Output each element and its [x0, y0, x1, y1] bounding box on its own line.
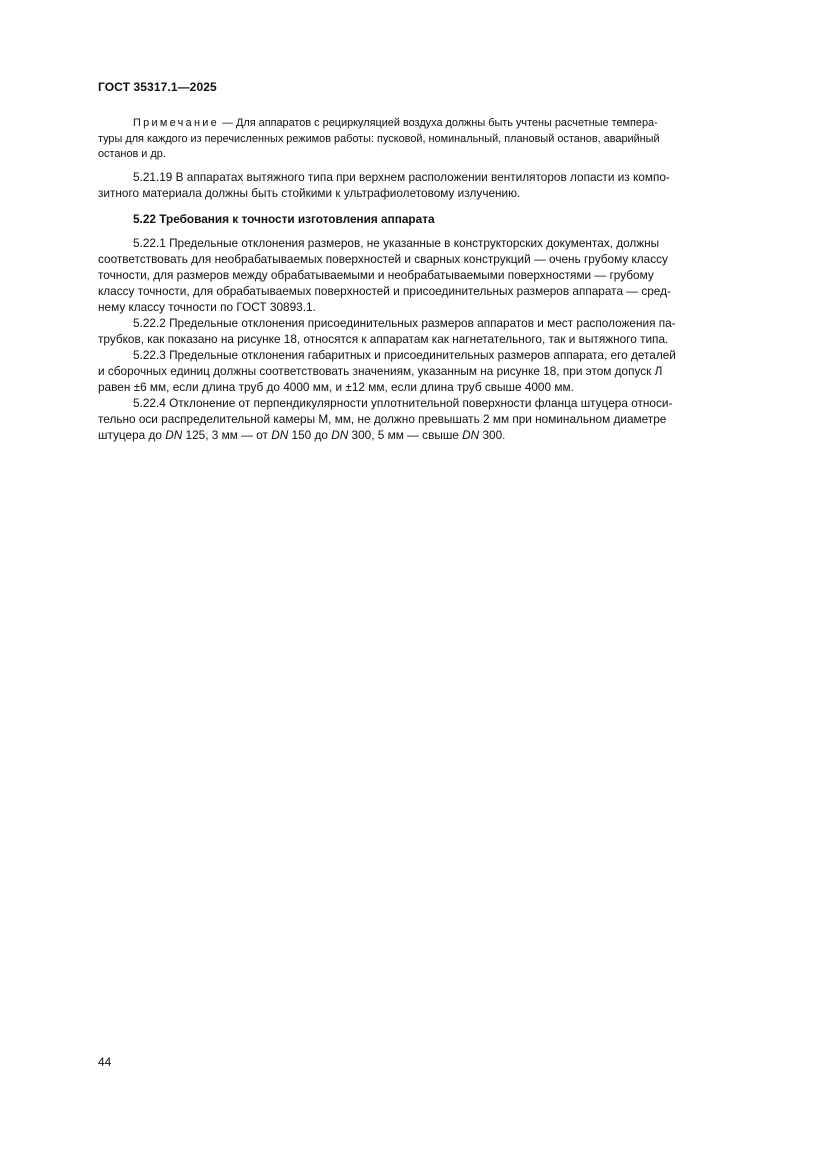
note-text: Для аппаратов с рециркуляцией воздуха должны быть учтены расчетные темпера- туры для каждого из перечисленных режимов работы: пусковой, номинальный, плановый останов, аварийный останов и др. — [98, 117, 660, 160]
dn-label: DN — [271, 427, 289, 442]
p4-text-1: 5.22.4 Отклонение от перпендикулярности уплотнительной поверхности фланца штуцера относи- тельно оси распределительной камеры М, мм, не должно превышать 2 мм при номинальном диаметре штуцера до — [98, 395, 673, 442]
section-title-5-22: 5.22 Требования к точности изготовления аппарата — [133, 211, 435, 226]
p4-text-2: 125, 3 мм — от — [182, 427, 272, 442]
paragraph-5-21-19: 5.21.19 В аппаратах вытяжного типа при верхнем расположении вентиляторов лопасти из компо- зитного материала должны быть стойкими к ультрафиолетовому излучению. — [98, 169, 670, 200]
p4-text-3: 150 до — [288, 427, 332, 442]
paragraph-5-22-4 — [98, 395, 770, 443]
dn-label: DN — [165, 427, 183, 442]
paragraph-5-22-2: 5.22.2 Предельные отклонения присоединительных размеров аппаратов и мест расположения па- трубков, как показано на рисунке 18, относятся к аппаратам как нагнетательного, так и вытяжного типа. — [98, 315, 676, 346]
note-label: Примечание — [133, 117, 220, 129]
dn-label: DN — [462, 427, 480, 442]
page-content — [98, 116, 770, 443]
p4-text-5: 300. — [479, 427, 506, 442]
page-number: 44 — [98, 1055, 112, 1069]
document-header: ГОСТ 35317.1—2025 — [98, 80, 217, 94]
p4-text-4: 300, 5 мм — свыше — [348, 427, 463, 442]
paragraph-5-22-3: 5.22.3 Предельные отклонения габаритных и присоединительных размеров аппарата, его деталей и сборочных единиц должны соответствовать значениям, указанным на рисунке 18, при этом допуск Л равен ±6 мм, если длина труб до 4000 мм, и ±12 мм, если длина труб свыше 4000 мм. — [98, 347, 676, 394]
paragraph-5-22-1: 5.22.1 Предельные отклонения размеров, не указанные в конструкторских документах, должны соответствовать для необрабатываемых поверхностей и сварных конструкций — очень грубому классу точности, для размеров между обрабатываемыми и необрабатываемыми поверхностями — грубому классу точности, для обрабатываемых поверхностей и присоединительных размеров аппарата — сред- нему классу точности по ГОСТ 30893.1. — [98, 235, 671, 314]
note-dash: — — [219, 117, 236, 129]
dn-label: DN — [331, 427, 349, 442]
note-paragraph — [98, 116, 770, 163]
